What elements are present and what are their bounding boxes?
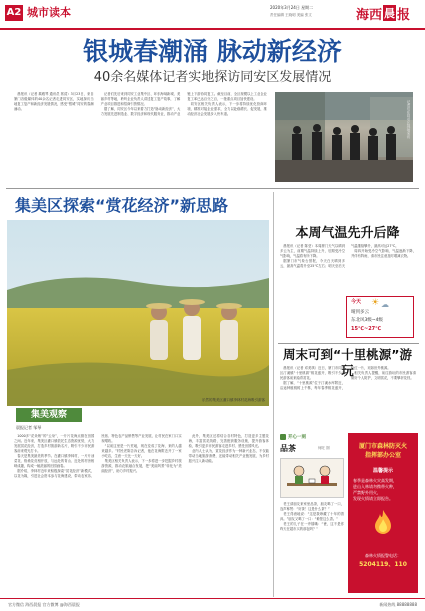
article-paragraph: “以前这里是一片荒地，现在变成了花海，来的人越来越多。”村民老陈告诉记者，他在花海附近开了一家小吃店，生意一天比一天好。: [101, 444, 182, 458]
cartoon-image: [281, 459, 343, 497]
column-article-body: [280, 502, 344, 590]
column-badge-icon: [280, 434, 286, 440]
article-paragraph: 老王的儿子在一旁插嘴：“爸，这不是你昨天在超市买的那包吗？”: [280, 522, 344, 531]
divider: [6, 188, 419, 189]
lead-photo: [275, 92, 413, 182]
article-paragraph: 春天是集美最美的季节。在灌口镇李林村，一片片油菜花、格桑花竞相开放，与远处的青山、近处的村舍相映成趣，构成一幅美丽的田园画卷。: [14, 454, 95, 468]
lead-photo-image: [275, 92, 413, 182]
lead-photo-label: 记者们在同安区现场采访: [407, 100, 411, 139]
divider: [278, 343, 419, 344]
flower-photo-caption: 乐然的集美区灌口镇李林村花海吸引游客: [202, 398, 265, 402]
article-paragraph: 老王得意地说：“这是我珍藏了十年的普洱。”朋友又喝了一口：“难怪这么香。”: [280, 512, 344, 521]
flower-byline: 晨报记者 邹琴: [16, 425, 42, 430]
paper-logo-part: 报: [397, 7, 411, 23]
flower-photo-image: [7, 220, 269, 406]
flame-icon: [371, 509, 395, 535]
column-title: 品茶: [280, 444, 296, 453]
flower-badge: 集美观察: [16, 408, 82, 422]
footer-social: 官方微信 海西晨报 官方微博 @海西晨报: [8, 602, 80, 607]
column-badge: [280, 432, 306, 441]
article-paragraph: 业内人士认为，赏花经济作为一种新兴业态，不仅能带动当地旅游消费，还能带动相关产业链发展，为乡村振兴注入新动能。: [188, 449, 269, 463]
footer-hotline: 新闻热线 88888888: [379, 602, 417, 607]
paper-logo: [356, 2, 410, 24]
issue-date: 2020年3月24日 星期二: [270, 5, 314, 10]
ad-hotline-label: 森林火情报警电话：: [365, 553, 401, 558]
article-paragraph: 据了解，“十里桃源”位于汀溪水库附近，沿途种植桃树上千株，每年春季桃花盛开，粉红一片，宛如世外桃源。: [280, 366, 391, 390]
ad-line: 进山入林请勿携带火种，: [353, 484, 397, 489]
section-name: 城市读本: [27, 6, 71, 19]
fire-prevention-ad: [348, 433, 418, 593]
lead-subheadline: 40余名媒体记者实地探访同安区发展情况: [93, 70, 332, 85]
ad-headline-2: 指挥部办公室: [364, 452, 401, 459]
weather-box-temperature: 15℃~27℃: [351, 326, 382, 332]
page-number: A2: [5, 5, 23, 21]
article-paragraph: 1000多“花朵般”的“云朵”，一片片花海点缀在田园之间。近年来，集美区灌口镇依托生态资源优势，大力发展赏花经济，打造乡村旅游新名片，吸引不少市民游客前来观光打卡。: [14, 434, 95, 453]
ad-notice: 温馨提示: [372, 468, 393, 474]
article-paragraph: 据了解，同安区今年以来着力打造“脉动新经济”，大力发展先进制造业、数字经济和现代服务业，推动产业链上下游协同复工。截至目前，全区规模以上工业企业复工率已达百分之百，一批重点项目加快建设。: [100, 92, 267, 116]
masthead: [0, 0, 425, 30]
weather-headline: 本周气温先升后降: [295, 226, 400, 241]
footer: [0, 598, 425, 611]
editor-line: 责任编辑 王晓明 美编 张文: [270, 13, 312, 17]
article-paragraph: 晨报讯（记者 翁雅琴 通讯员 郭清）3月23日，来自厦门各级媒体的40余名记者走进同安区，实地探访当地复工复产和新经济发展情况，感受“银城”同安的春潮涌动。: [14, 92, 94, 111]
sun-icon: ☀: [371, 298, 380, 308]
lead-headline: 银城春潮涌 脉动新经济: [83, 37, 342, 66]
ad-line: 春季是森林火灾高发期，: [353, 478, 397, 483]
weather-box: [346, 296, 414, 338]
article-paragraph: 记者们先后来到同安工业集中区、环东海域新城、美丽乡村等地，聆听企业负责人讲述复工复产故事，了解产业项目推进和招商引资情况。: [100, 92, 181, 106]
flower-photo: [7, 220, 269, 406]
article-paragraph: 相关负责人提醒，前往游玩的市民游客请做好个人防护，文明赏花，不要攀折花枝。: [351, 371, 416, 380]
weather-box-wind: 东北风3级~4级: [351, 318, 383, 323]
paper-logo-mark: 晨: [384, 7, 396, 20]
lead-article-body: [14, 92, 267, 154]
article-paragraph: 同安区相关负责人表示，下一步将持续优化营商环境，精准对接企业需求，全力以赴稳增长、促发展，推动经济社会发展步入快车道。: [187, 102, 267, 116]
article-paragraph: 据介绍，李林村近年来积极探索“赏花经济”新模式，以花为媒，引进社会资本参与花海建设，带动农家乐、民宿、特色农产品销售等产业发展，让村民在家门口实现增收。: [14, 434, 182, 478]
article-paragraph: 老王请朋友来家里品茶，朋友喝了一口，连声称赞：“好茶！这是什么茶？”: [280, 502, 344, 511]
ad-line: 严禁野外用火，: [353, 490, 381, 495]
cloud-icon: ☁: [381, 300, 389, 309]
hike-article-body: [280, 366, 416, 428]
flower-article-body: [14, 434, 269, 596]
column-badge-label: 开心一刻: [288, 434, 306, 440]
hike-headline: 周末可到“十里桃源”游玩: [283, 347, 412, 378]
column-section: [278, 432, 346, 592]
column-divider: [273, 192, 274, 597]
weather-box-condition: 晴到多云: [351, 310, 369, 315]
ad-line: 发现火情请立即报告。: [353, 496, 393, 501]
ad-headline: 厦门市森林防灭火: [358, 443, 407, 450]
column-author: 何旺 图: [318, 446, 330, 450]
flower-headline: 集美区探索“赏花经济”新思路: [15, 196, 229, 215]
column-cartoon: [280, 458, 344, 498]
article-paragraph: 集美区相关负责人表示，下一步将进一步挖掘乡村旅游资源，推动农旅融合发展，把“美丽风景”转化为“美丽经济”，助力乡村振兴。: [101, 459, 182, 473]
weather-box-label: 今天: [351, 299, 362, 305]
article-paragraph: 晨报讯（记者 陈莹）本周厦门天气以晴到多云为主，前期气温持续上升，后期受冷空气影响，气温将有所下降。: [280, 244, 345, 258]
article-paragraph: 据厦门市气象台预报，今天白天晴到多云，最高气温将升至25℃左右；明天至后天气温继续攀升，最高可达27℃。: [280, 244, 399, 268]
ad-hotline: 5204119、110: [359, 561, 407, 568]
article-paragraph: 此外，集美区还将结合各村特色，打造更多主题花海，丰富赏花线路，完善配套服务设施，提升游客体验，吸引更多市民游客走进乡村、感受田园风光。: [188, 434, 269, 448]
article-paragraph: 晨报讯（记者 邓美琪）近日，厦门市同安区汀溪镇“十里桃源”桃花盛开，吸引不少市民游客前来踏青赏花。: [280, 366, 345, 380]
ad-body: [353, 478, 413, 502]
paper-logo-part: 海西: [356, 7, 383, 23]
article-paragraph: 周四开始受冷空气影响，气温逐渐下降，并伴有阵雨，请市民注意及时增减衣物。: [351, 249, 416, 258]
